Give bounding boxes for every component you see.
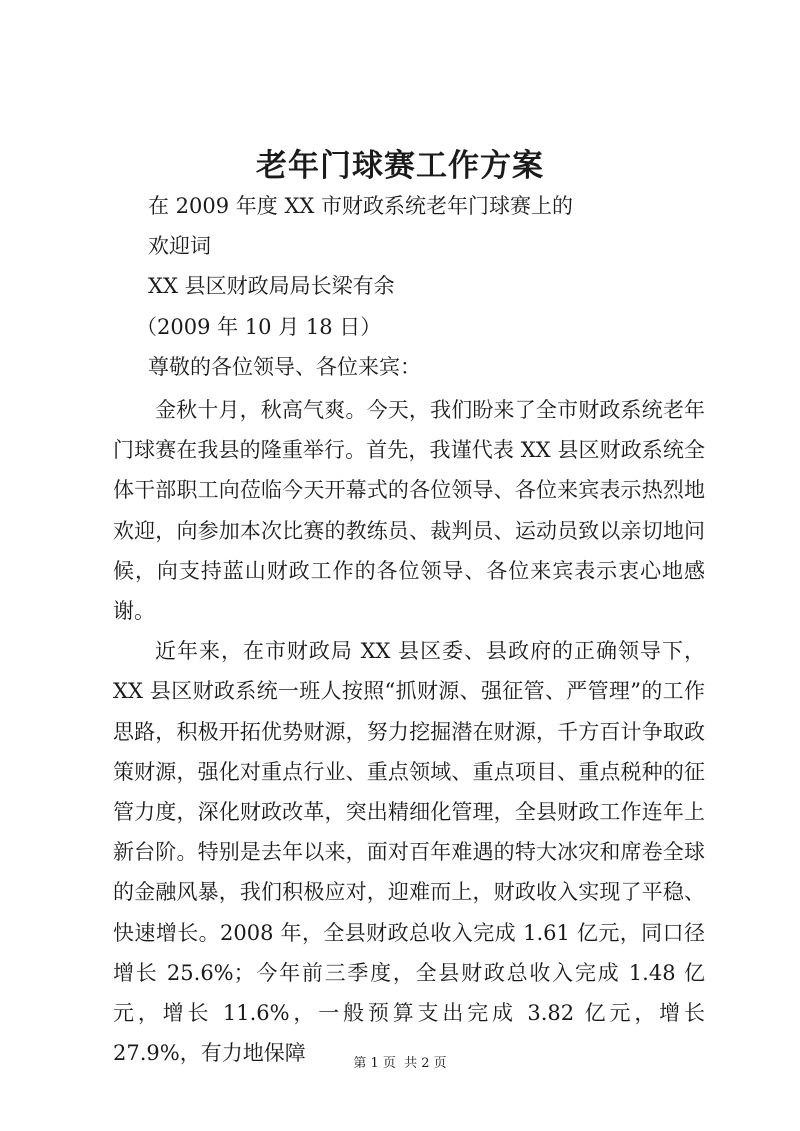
salutation-line: 尊敬的各位领导、各位来宾： (148, 355, 421, 379)
speaker-line: XX 县区财政局局长梁有余 (148, 274, 395, 298)
page-total: 共 2 页 (404, 1056, 447, 1071)
speech-type-line: 欢迎词 (148, 234, 211, 258)
date-line: （2009 年 10 月 18 日） (136, 315, 382, 339)
speech-occasion-line: 在 2009 年度 XX 市财政系统老年门球赛上的 (148, 194, 574, 218)
speech-body (113, 390, 705, 1073)
page-footer (0, 1052, 800, 1071)
body-paragraph: 近年来，在市财政局 XX 县区委、县政府的正确领导下，XX 县区财政系统一班人按照“抓财源、强征管、严管理”的工作思路，积极开拓优势财源，努力挖掘潜在财源，千方百计争取政策财源，强化对重点行业、重点领域、重点项目、重点税种的征管力度，深化财政改革，突出精细化管理，全县财政工作连年上新台阶。特别是去年以来，面对百年难遇的特大冰灾和席卷全球的金融风暴，我们积极应对，迎难而上，财政收入实现了平稳、快速增长。2008 年，全县财政总收入完成 1.61 亿元，同口径增长 25.6%；今年前三季度，全县财政总收入完成 1.48 亿元，增长 11.6%，一般预算支出完成 3.82 亿元，增长 27.9%，有力地保障 (113, 639, 705, 1066)
document-title: 老年门球赛工作方案 (256, 148, 544, 184)
body-paragraph: 金秋十月，秋高气爽。今天，我们盼来了全市财政系统老年门球赛在我县的隆重举行。首先，我谨代表 XX 县区财政系统全体干部职工向莅临今天开幕式的各位领导、各位来宾表示热烈地欢迎，向参加本次比赛的教练员、裁判员、运动员致以亲切地问候，向支持蓝山财政工作的各位领导、各位来宾表示衷心地感谢。 (113, 398, 705, 624)
page-number: 第 1 页 (353, 1056, 396, 1071)
